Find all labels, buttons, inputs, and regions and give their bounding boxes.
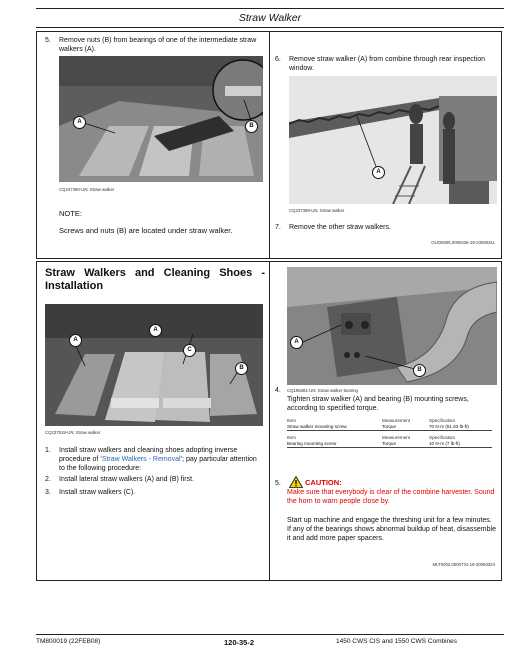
reference-code: OUO6006,0000436-19-23050311 (431, 240, 495, 245)
spec-table-bearing (287, 435, 492, 448)
callout-c: C (183, 344, 196, 357)
spec-header-measurement: Measurement (382, 435, 411, 440)
step-5-text: Remove nuts (B) from bearings of one of the intermediate straw walkers (A). (59, 37, 257, 53)
photo-1-caption: CQ237390-UN: Straw walker (59, 187, 115, 192)
install-step-3-number: 3. (45, 489, 51, 496)
install-step-2-number: 2. (45, 476, 51, 483)
spec-measurement: Torque (382, 424, 429, 431)
spec-value: 70 N·m (51.63 lb-ft) (429, 424, 492, 431)
column-divider (269, 32, 270, 258)
callout-b: B (413, 364, 426, 377)
install-step-1-text: Install straw walkers and cleaning shoes adopting inverse procedure of ‘Straw Walkers - Removal’; pay particular attention to the following procedure: (59, 447, 257, 472)
column-divider (269, 262, 270, 580)
step-6-text: Remove straw walker (A) from combine through rear inspection window. (289, 56, 486, 72)
straw-walkers-removal-link[interactable]: Straw Walkers - Removal (101, 456, 181, 463)
install-step-2-text: Install lateral straw walkers (A) and (B) first. (59, 476, 194, 483)
spec-header-item: Item (287, 418, 296, 423)
step-7-number: 7. (275, 224, 281, 231)
spec-header-measurement: Measurement (382, 418, 411, 423)
removal-section (36, 31, 502, 259)
spec-item: Bearing mounting screw (287, 441, 382, 448)
spec-measurement: Torque (382, 441, 429, 448)
callout-b: B (245, 120, 258, 133)
photo-2-caption: CQ237389-UN: Straw walker (289, 208, 345, 213)
caution-text: Make sure that everybody is clear of the combine harvester. Sound the horn to warn people close by. (287, 489, 495, 505)
bearing-photo-drawing (287, 267, 497, 385)
straw-walker-photo-2-drawing (289, 76, 497, 204)
callout-a: A (73, 116, 86, 129)
callout-a: A (372, 166, 385, 179)
installation-title: Straw Walkers and Cleaning Shoes - Installation (45, 267, 265, 292)
install-step-5-text: Start up machine and engage the threshing unit for a few minutes. If any of the bearings shows abnormal buildup of heat, disassemble it and add more paper spacers. (287, 517, 496, 542)
note-label: NOTE: (59, 209, 82, 218)
photo-4-caption: CQ195381-UN: Straw walker bearing (287, 388, 358, 393)
callout-b: B (235, 362, 248, 375)
spec-header-specification: Specification (429, 435, 456, 440)
install-step-5-number: 5. (275, 480, 281, 487)
callout-a: A (69, 334, 82, 347)
step-5-number: 5. (45, 37, 51, 44)
spec-header-specification: Specification (429, 418, 456, 423)
install-step-1-number: 1. (45, 447, 51, 454)
photo-3-caption: CQ237519-UN: Straw walker (45, 430, 101, 435)
straw-walker-photo-3 (45, 304, 263, 426)
footer-doc-id: TM800019 (22FEB08) (36, 638, 101, 645)
straw-walker-photo-2 (289, 76, 497, 204)
install-step-4-number: 4. (275, 387, 281, 394)
installation-section (36, 261, 502, 581)
footer-page-number: 120-35-2 (224, 638, 255, 647)
spec-header-item: Item (287, 435, 296, 440)
spec-table-straw-walker (287, 418, 492, 431)
callout-a: A (149, 324, 162, 337)
page-header-title: Straw Walker (36, 8, 504, 28)
bearing-photo (287, 267, 497, 385)
callout-a: A (290, 336, 303, 349)
reference-code: MLT0002,0000731-19-20050324 (432, 562, 495, 567)
step-6-number: 6. (275, 56, 281, 63)
footer-model-title: 1450 CWS CIS and 1550 CWS Combines (336, 638, 458, 645)
straw-walker-photo-1-drawing (59, 56, 263, 182)
step-7-text: Remove the other straw walkers. (289, 224, 391, 231)
install-step-3-text: Install straw walkers (C). (59, 489, 136, 496)
straw-walker-photo-3-drawing (45, 304, 263, 426)
spec-item: Straw walker mounting screw (287, 424, 382, 431)
footer-rule (36, 634, 504, 635)
note-text: Screws and nuts (B) are located under straw walker. (59, 226, 233, 235)
caution-label: CAUTION: (305, 478, 342, 487)
install-step-4-text: Tighten straw walker (A) and bearing (B) mounting screws, according to specified torque. (287, 396, 469, 412)
spec-value: 10 N·m (7 lb-ft) (429, 441, 492, 448)
straw-walker-photo-1 (59, 56, 263, 182)
